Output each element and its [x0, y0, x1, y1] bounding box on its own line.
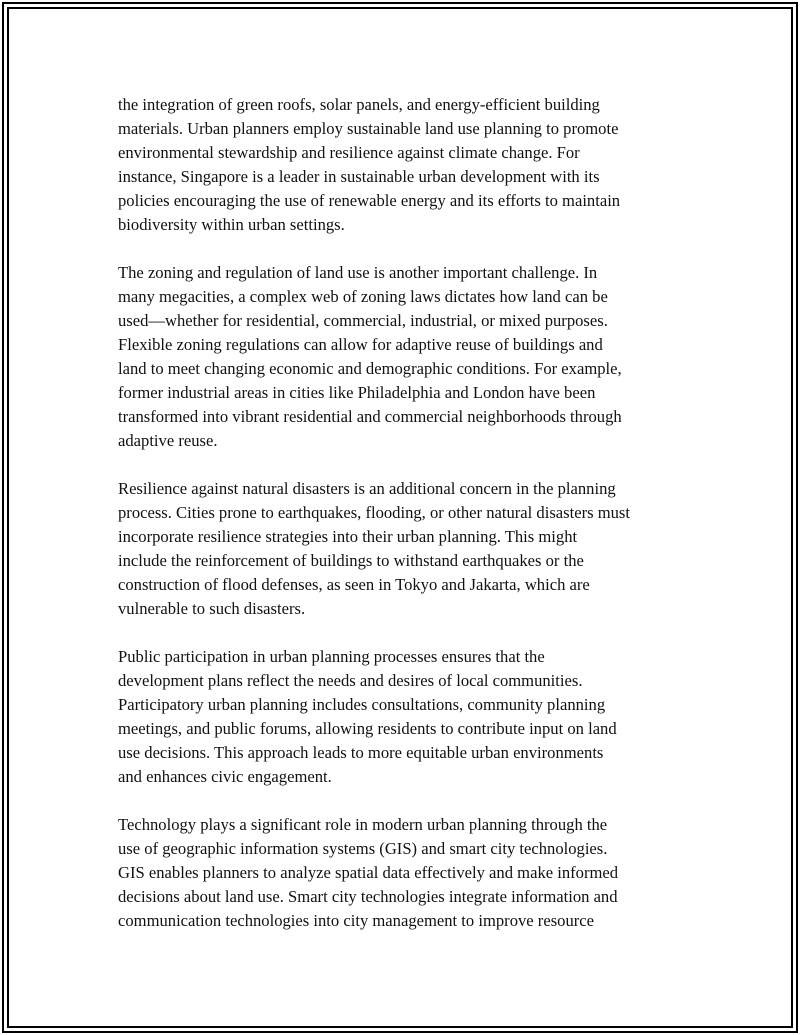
text-line: former industrial areas in cities like Philadelphia and London have been [118, 383, 596, 402]
text-line: and enhances civic engagement. [118, 767, 332, 786]
text-line: process. Cities prone to earthquakes, flooding, or other natural disasters must [118, 503, 630, 522]
text-line: construction of flood defenses, as seen in Tokyo and Jakarta, which are [118, 575, 590, 594]
text-line: used—whether for residential, commercial, industrial, or mixed purposes. [118, 311, 608, 330]
text-line: communication technologies into city management to improve resource [118, 911, 595, 930]
text-line: land to meet changing economic and demographic conditions. For example, [118, 359, 622, 378]
text-line: instance, Singapore is a leader in sustainable urban development with its [118, 167, 600, 186]
text-line: environmental stewardship and resilience against climate change. For [118, 143, 580, 162]
text-line: adaptive reuse. [118, 431, 218, 450]
text-line: Resilience against natural disasters is an additional concern in the planning [118, 479, 616, 498]
paragraph-sustainability [118, 93, 698, 237]
text-line: the integration of green roofs, solar panels, and energy-efficient building [118, 95, 600, 114]
text-line: GIS enables planners to analyze spatial data effectively and make informed [118, 863, 619, 882]
text-line: The zoning and regulation of land use is another important challenge. In [118, 263, 598, 282]
text-line: use decisions. This approach leads to more equitable urban environments [118, 743, 604, 762]
text-line: development plans reflect the needs and desires of local communities. [118, 671, 583, 690]
text-line: meetings, and public forums, allowing residents to contribute input on land [118, 719, 617, 738]
text-line: vulnerable to such disasters. [118, 599, 306, 618]
text-line: transformed into vibrant residential and commercial neighborhoods through [118, 407, 622, 426]
paragraph-zoning [118, 261, 698, 453]
text-line: biodiversity within urban settings. [118, 215, 345, 234]
document-body [118, 93, 698, 957]
paragraph-resilience [118, 477, 698, 621]
text-line: decisions about land use. Smart city technologies integrate information and [118, 887, 618, 906]
text-line: Participatory urban planning includes consultations, community planning [118, 695, 606, 714]
paragraph-technology [118, 813, 698, 933]
paragraph-public-participation [118, 645, 698, 789]
text-line: Flexible zoning regulations can allow for adaptive reuse of buildings and [118, 335, 603, 354]
text-line: many megacities, a complex web of zoning laws dictates how land can be [118, 287, 608, 306]
text-line: use of geographic information systems (GIS) and smart city technologies. [118, 839, 608, 858]
text-line: policies encouraging the use of renewable energy and its efforts to maintain [118, 191, 621, 210]
text-line: Public participation in urban planning processes ensures that the [118, 647, 545, 666]
text-line: Technology plays a significant role in modern urban planning through the [118, 815, 608, 834]
text-line: materials. Urban planners employ sustainable land use planning to promote [118, 119, 619, 138]
text-line: include the reinforcement of buildings to withstand earthquakes or the [118, 551, 584, 570]
text-line: incorporate resilience strategies into their urban planning. This might [118, 527, 578, 546]
